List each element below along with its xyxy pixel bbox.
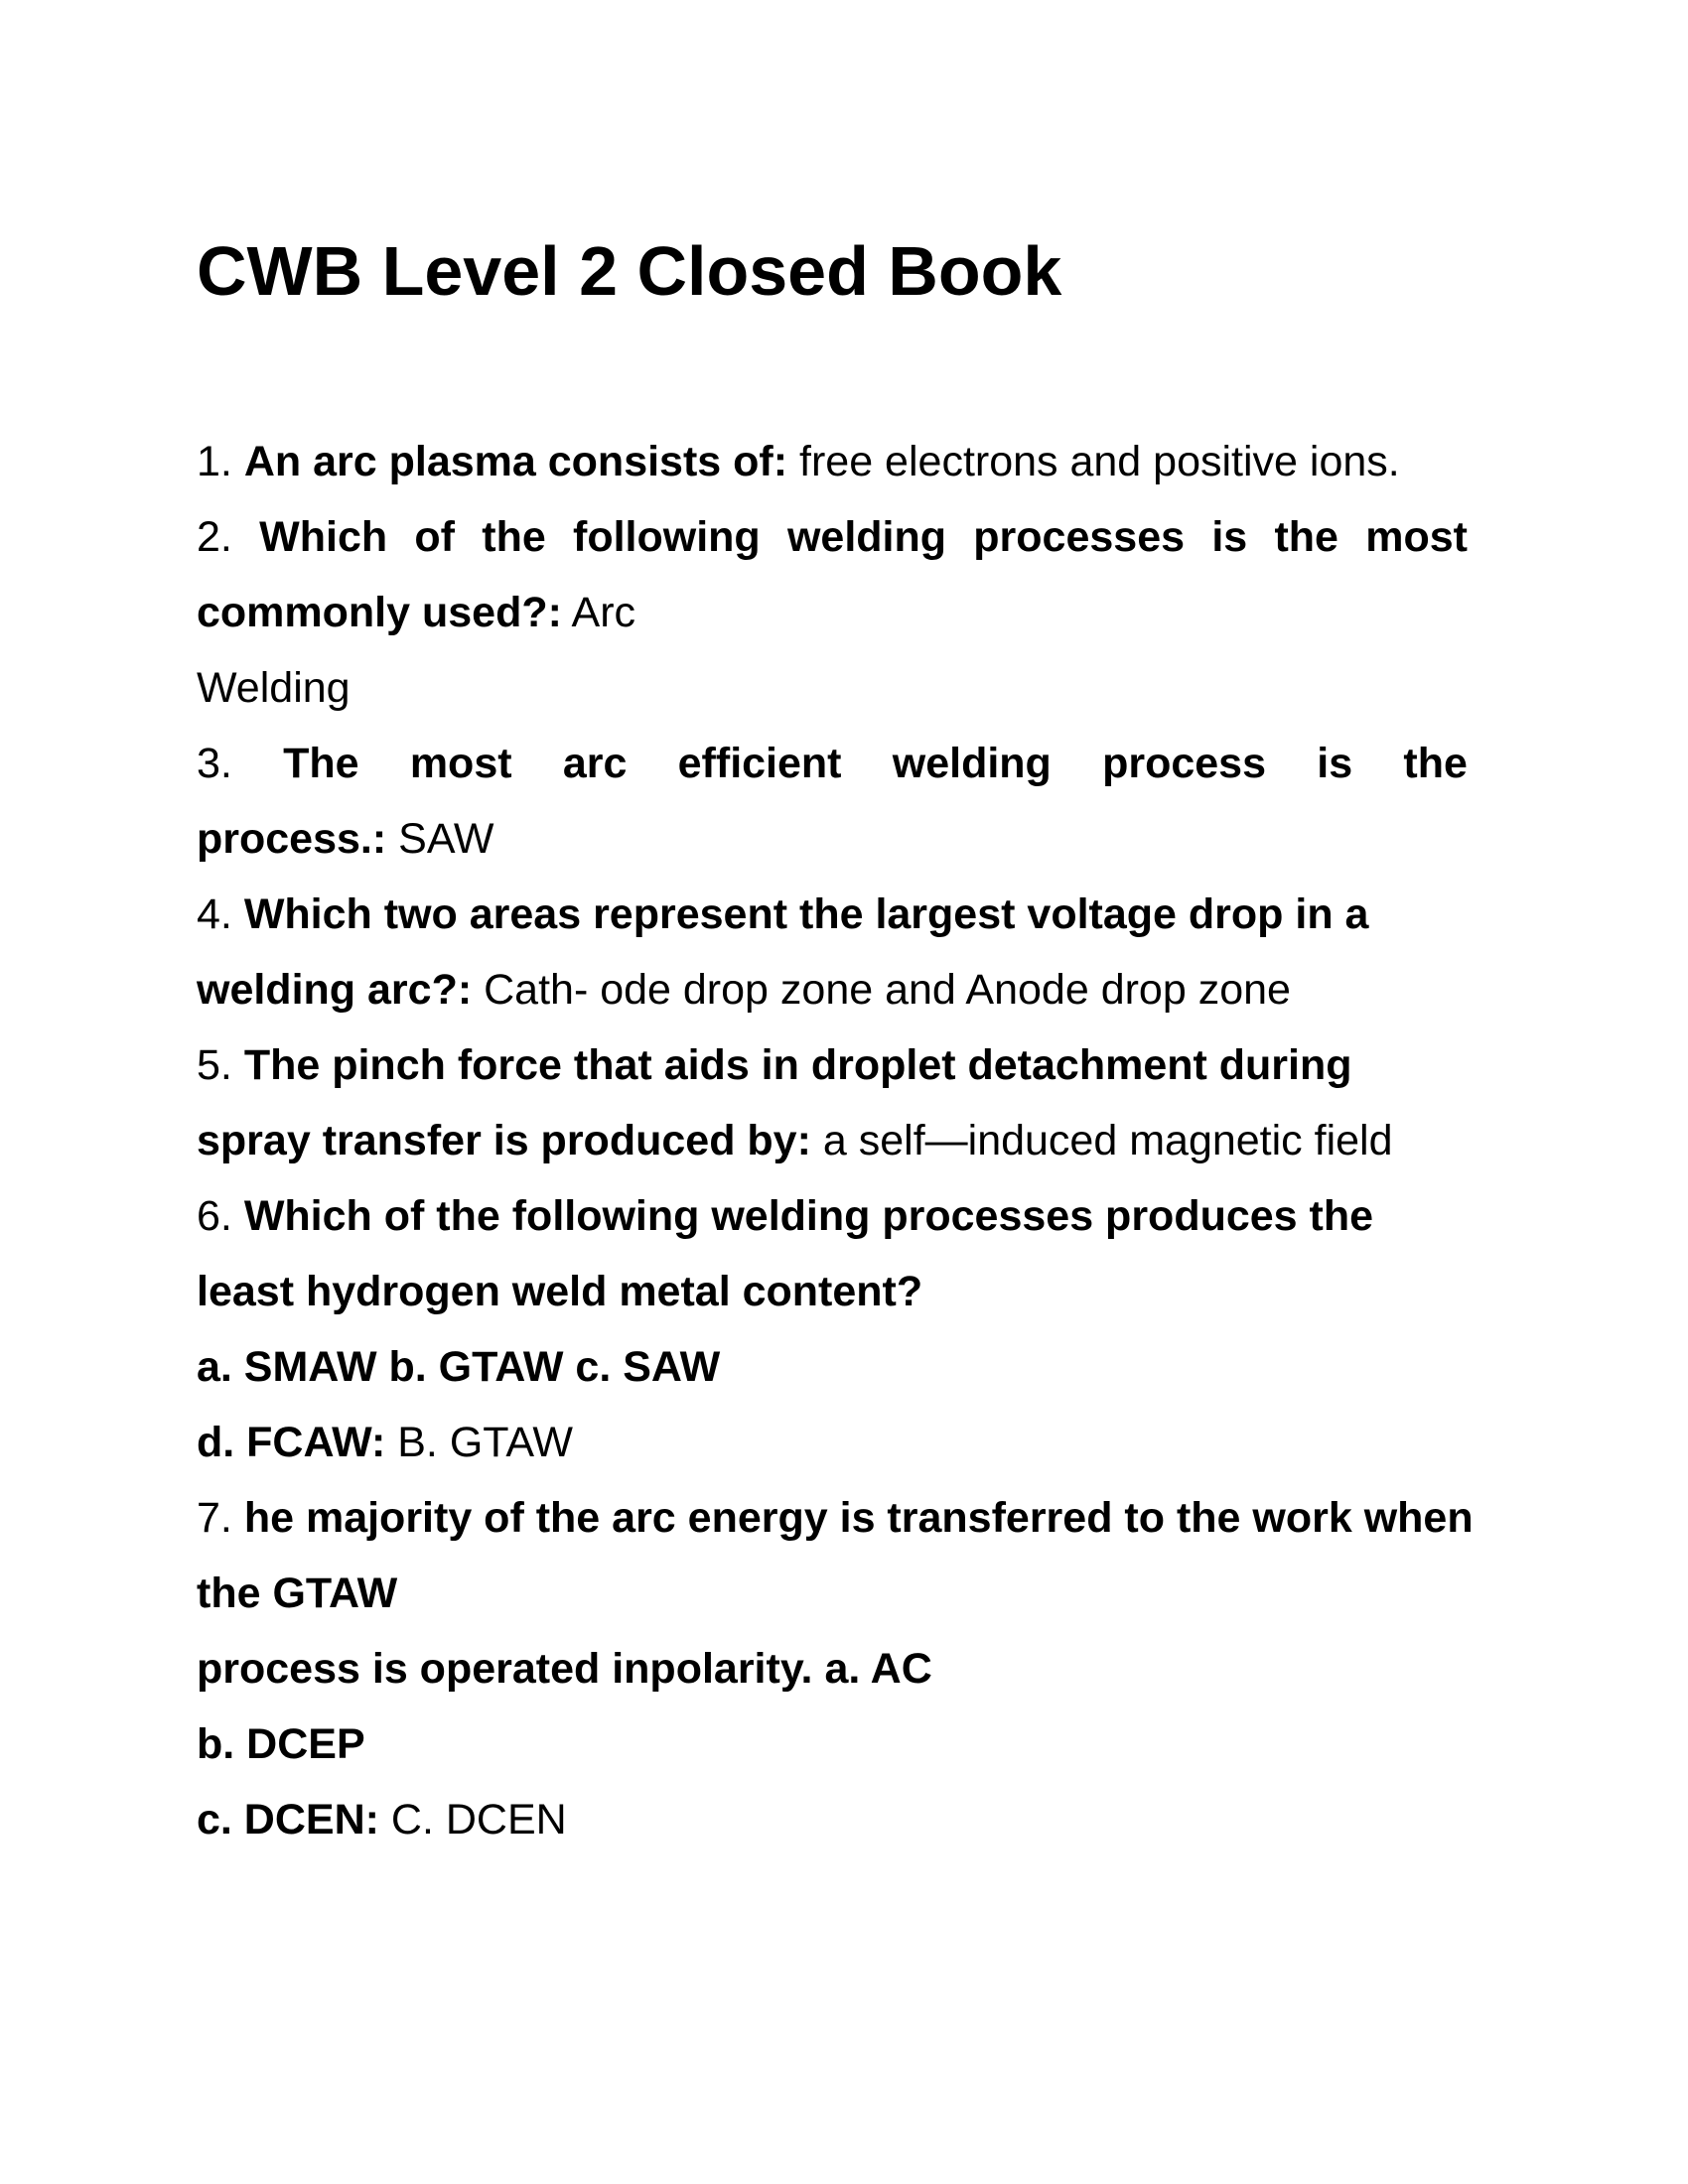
answer-text: Welding bbox=[197, 664, 351, 712]
question-text: process.: bbox=[197, 815, 387, 863]
question-text: he majority of the arc energy is transferred to the work when bbox=[243, 1494, 1474, 1542]
question-word: the bbox=[1274, 513, 1338, 561]
answer-text: Arc bbox=[571, 589, 636, 636]
question-word: following bbox=[573, 513, 761, 561]
question-word: is bbox=[1211, 513, 1248, 561]
question-word: most bbox=[409, 740, 512, 787]
answer-text: SAW bbox=[398, 815, 494, 863]
question-number: 3. bbox=[197, 740, 232, 787]
question-7-line-2 bbox=[197, 1572, 1468, 1615]
question-number: 2. bbox=[197, 513, 232, 561]
question-word: Which bbox=[259, 513, 388, 561]
answer-text: C. DCEN bbox=[390, 1796, 567, 1843]
question-7-option-b bbox=[197, 1720, 1468, 1768]
question-text: spray transfer is produced by: bbox=[197, 1117, 811, 1164]
question-number: 6. bbox=[197, 1192, 232, 1240]
question-word: processes bbox=[973, 513, 1186, 561]
question-number: 4. bbox=[197, 890, 232, 938]
question-6-line-1 bbox=[197, 1192, 1468, 1240]
question-7-line-1 bbox=[197, 1494, 1474, 1542]
answer-text: free electrons and positive ions. bbox=[799, 438, 1400, 485]
question-text: welding arc?: bbox=[197, 966, 473, 1014]
answer-text: Cath- ode drop zone and Anode drop zone bbox=[484, 966, 1291, 1014]
question-2-line-3 bbox=[197, 664, 1468, 712]
question-4-line-2 bbox=[197, 966, 1468, 1014]
question-text: least hydrogen weld metal content? bbox=[197, 1268, 923, 1315]
question-word: efficient bbox=[677, 740, 842, 787]
answer-text: a self—induced magnetic field bbox=[822, 1117, 1393, 1164]
question-6-options-line-1 bbox=[197, 1343, 1468, 1391]
question-5-line-2 bbox=[197, 1117, 1468, 1164]
question-word: most bbox=[1365, 513, 1468, 561]
question-number: 5. bbox=[197, 1041, 232, 1089]
question-1 bbox=[197, 438, 1468, 485]
question-word: is bbox=[1317, 740, 1353, 787]
question-word: arc bbox=[562, 740, 628, 787]
question-number: 1. bbox=[197, 438, 232, 485]
question-text: the GTAW bbox=[197, 1570, 398, 1617]
question-option: c. DCEN: bbox=[197, 1796, 379, 1843]
question-7-line-3 bbox=[197, 1645, 1468, 1693]
question-7-option-c bbox=[197, 1796, 1468, 1843]
document-title: CWB Level 2 Closed Book bbox=[197, 232, 1062, 310]
question-5-line-1 bbox=[197, 1041, 1468, 1089]
question-word: welding bbox=[892, 740, 1052, 787]
question-options: a. SMAW b. GTAW c. SAW bbox=[197, 1343, 721, 1391]
question-text: Which of the following welding processes produces the bbox=[243, 1192, 1374, 1240]
question-options: d. FCAW: bbox=[197, 1419, 386, 1466]
question-3-line-1 bbox=[197, 740, 1468, 787]
question-word: the bbox=[482, 513, 546, 561]
question-2-line-1 bbox=[197, 513, 1468, 561]
question-text: The pinch force that aids in droplet detachment during bbox=[243, 1041, 1352, 1089]
question-word: welding bbox=[786, 513, 947, 561]
question-option: b. DCEP bbox=[197, 1720, 365, 1768]
question-4-line-1 bbox=[197, 890, 1468, 938]
question-3-line-2 bbox=[197, 815, 1468, 863]
answer-text: B. GTAW bbox=[397, 1419, 574, 1466]
question-text: An arc plasma consists of: bbox=[243, 438, 788, 485]
question-text: commonly used?: bbox=[197, 589, 562, 636]
question-6-line-2 bbox=[197, 1268, 1468, 1315]
question-word: the bbox=[1403, 740, 1468, 787]
question-6-options-line-2 bbox=[197, 1419, 1468, 1466]
question-text: Which two areas represent the largest voltage drop in a bbox=[243, 890, 1369, 938]
question-2-line-2 bbox=[197, 589, 1468, 636]
question-word: of bbox=[414, 513, 455, 561]
question-word: process bbox=[1102, 740, 1267, 787]
question-text: process is operated inpolarity. a. AC bbox=[197, 1645, 932, 1693]
question-word: The bbox=[283, 740, 359, 787]
question-number: 7. bbox=[197, 1494, 232, 1542]
